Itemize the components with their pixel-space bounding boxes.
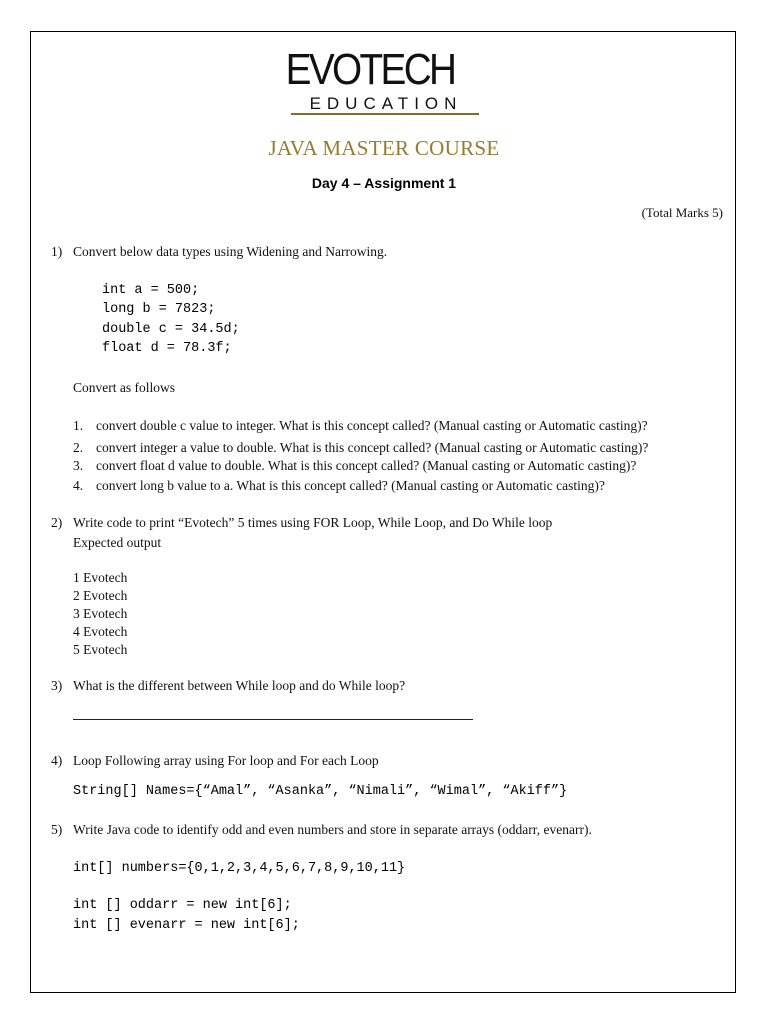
question-5-text: Write Java code to identify odd and even numbers and store in separate arrays (oddarr, evenarr). <box>73 822 592 837</box>
code-line: int[] numbers={0,1,2,3,4,5,6,7,8,9,10,11} <box>73 861 406 876</box>
evotech-logo-wordmark: EVOTECH <box>285 45 455 94</box>
output-line: 1 Evotech <box>73 570 128 585</box>
list-item: convert long b value to a. What is this concept called? (Manual casting or Automatic casting)? <box>96 478 605 493</box>
evotech-logo-subtitle: EDUCATION <box>309 94 463 113</box>
course-title: JAVA MASTER COURSE <box>268 136 500 160</box>
question-2-number: 2) <box>51 515 63 530</box>
question-3-text: What is the different between While loop and do While loop? <box>73 678 406 693</box>
list-item: convert integer a value to double. What is this concept called? (Manual casting or Automatic casting)? <box>96 440 649 455</box>
question-3-number: 3) <box>51 678 63 693</box>
code-line: double c = 34.5d; <box>102 322 240 337</box>
output-line: 2 Evotech <box>73 588 128 603</box>
question-4-text: Loop Following array using For loop and For each Loop <box>73 753 379 768</box>
list-item-number: 3. <box>73 458 84 473</box>
list-item-number: 1. <box>73 418 84 433</box>
code-line: int [] oddarr = new int[6]; <box>73 898 292 913</box>
list-item-number: 2. <box>73 440 84 455</box>
code-line: float d = 78.3f; <box>102 341 232 356</box>
list-item: convert double c value to integer. What is this concept called? (Manual casting or Automatic casting)? <box>96 418 648 433</box>
logo-underline <box>291 113 479 115</box>
code-line: long b = 7823; <box>102 302 216 317</box>
code-line: String[] Names={“Amal”, “Asanka”, “Nimali”, “Wimal”, “Akiff”} <box>73 784 568 799</box>
question-1-subheading: Convert as follows <box>73 380 175 395</box>
answer-line <box>73 719 473 720</box>
output-line: 3 Evotech <box>73 606 128 621</box>
list-item-number: 4. <box>73 478 84 493</box>
question-1-text: Convert below data types using Widening and Narrowing. <box>73 244 388 259</box>
question-1-number: 1) <box>51 244 63 259</box>
question-2-subtext: Expected output <box>73 535 162 550</box>
output-line: 4 Evotech <box>73 624 128 639</box>
total-marks: (Total Marks 5) <box>641 205 723 220</box>
assignment-title: Day 4 – Assignment 1 <box>311 175 457 191</box>
code-line: int [] evenarr = new int[6]; <box>73 918 300 933</box>
code-line: int a = 500; <box>102 283 200 298</box>
question-5-number: 5) <box>51 822 63 837</box>
output-line: 5 Evotech <box>73 642 128 657</box>
list-item: convert float d value to double. What is this concept called? (Manual casting or Automatic casting)? <box>96 458 637 473</box>
question-4-number: 4) <box>51 753 63 768</box>
question-2-text: Write code to print “Evotech” 5 times using FOR Loop, While Loop, and Do While loop <box>73 515 553 530</box>
